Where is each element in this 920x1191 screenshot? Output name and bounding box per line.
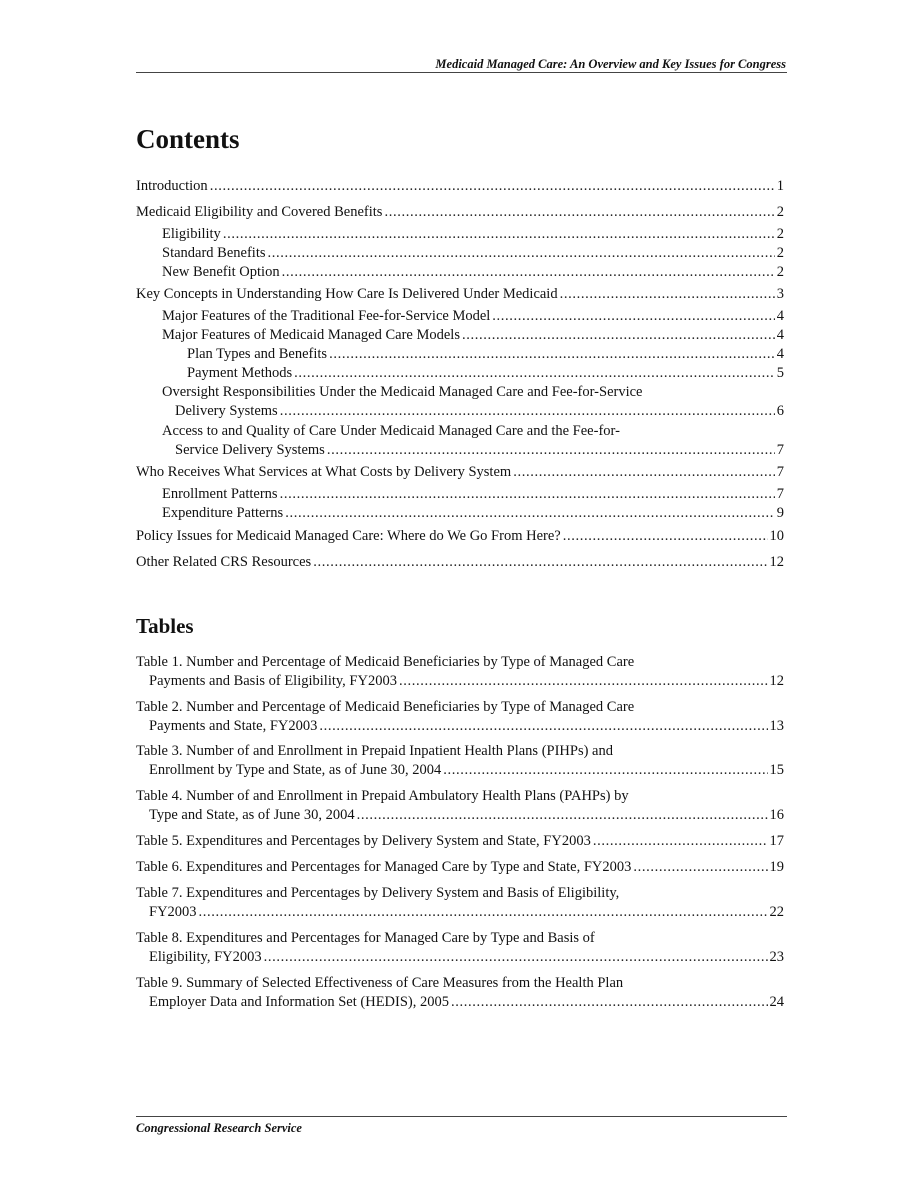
table-list-entry[interactable] (136, 884, 784, 922)
table-entry-title: Payments and Basis of Eligibility, FY2003 (149, 673, 397, 689)
toc-entry[interactable] (136, 285, 784, 304)
table-entry-title-line1: Table 9. Summary of Selected Effectiveness of Care Measures from the Health Plan (136, 975, 624, 991)
toc-entry[interactable] (162, 225, 784, 244)
toc-entry-page: 4 (776, 327, 784, 343)
toc-entry-page: 2 (776, 204, 784, 220)
table-entry-page: 15 (769, 762, 784, 778)
table-entry-title: FY2003 (149, 904, 197, 920)
table-list-entry[interactable] (136, 974, 784, 1012)
table-entry-page: 23 (769, 949, 784, 965)
toc-entry-title: New Benefit Option (162, 264, 280, 280)
table-list-entry[interactable] (136, 742, 784, 780)
toc-entry-page: 6 (776, 403, 784, 419)
toc-entry[interactable] (187, 364, 784, 383)
toc-entry-title: Delivery Systems (175, 403, 278, 419)
toc-entry-title: Enrollment Patterns (162, 486, 278, 502)
toc-entry-page: 4 (776, 308, 784, 324)
toc-entry-page: 4 (776, 346, 784, 362)
toc-entry-title: Expenditure Patterns (162, 505, 284, 521)
footer-text: Congressional Research Service (136, 1121, 302, 1135)
table-entry-page: 16 (769, 807, 784, 823)
table-list-entry[interactable] (136, 929, 784, 967)
toc-entry[interactable] (187, 345, 784, 364)
toc-entry[interactable] (136, 527, 784, 546)
toc-entry[interactable] (162, 263, 784, 282)
toc-entry-page: 7 (776, 464, 784, 480)
toc-entry-title: Policy Issues for Medicaid Managed Care: Where do We Go From Here? (136, 528, 561, 544)
toc-entry-title: Medicaid Eligibility and Covered Benefits (136, 204, 383, 220)
table-list-entry[interactable] (136, 653, 784, 691)
tables-heading: Tables (136, 614, 194, 638)
table-entry-title: Table 6. Expenditures and Percentages for Managed Care by Type and State, FY2003 (136, 859, 632, 875)
toc-entry[interactable] (136, 463, 784, 482)
toc-entry[interactable] (162, 485, 784, 504)
toc-entry-title: Service Delivery Systems (175, 442, 325, 458)
toc-entry-page: 1 (776, 178, 784, 194)
toc-entry-page: 2 (776, 245, 784, 261)
toc-entry[interactable] (162, 422, 784, 460)
toc-entry[interactable] (136, 203, 784, 222)
table-entry-title-line1: Table 2. Number and Percentage of Medicaid Beneficiaries by Type of Managed Care (136, 699, 635, 715)
toc-entry-title: Key Concepts in Understanding How Care Is Delivered Under Medicaid (136, 286, 558, 302)
contents-heading: Contents (136, 124, 240, 154)
toc-entry-title: Plan Types and Benefits (187, 346, 328, 362)
table-list-entry[interactable] (136, 858, 784, 877)
toc-entry[interactable] (162, 383, 784, 421)
toc-entry-title: Payment Methods (187, 365, 293, 381)
table-list-entry[interactable] (136, 698, 784, 736)
table-entry-title-line1: Table 7. Expenditures and Percentages by Delivery System and Basis of Eligibility, (136, 885, 620, 901)
table-entry-title-line1: Table 3. Number of and Enrollment in Prepaid Inpatient Health Plans (PIHPs) and (136, 743, 613, 759)
toc-entry-title-line1: Access to and Quality of Care Under Medicaid Managed Care and the Fee-for- (162, 423, 620, 439)
toc-entry[interactable] (162, 244, 784, 263)
toc-entry-page: 2 (776, 226, 784, 242)
table-list-entry[interactable] (136, 787, 784, 825)
toc-entry-page: 10 (769, 528, 784, 544)
table-entry-page: 19 (769, 859, 784, 875)
toc-entry-page: 5 (776, 365, 784, 381)
table-entry-page: 17 (769, 833, 784, 849)
toc-entry[interactable] (162, 307, 784, 326)
table-entry-title: Payments and State, FY2003 (149, 718, 318, 734)
table-entry-title: Table 5. Expenditures and Percentages by Delivery System and State, FY2003 (136, 833, 591, 849)
toc-entry-page: 7 (776, 486, 784, 502)
table-entry-title-line1: Table 4. Number of and Enrollment in Prepaid Ambulatory Health Plans (PAHPs) by (136, 788, 629, 804)
toc-entry-title: Other Related CRS Resources (136, 554, 312, 570)
table-entry-title-line1: Table 8. Expenditures and Percentages for Managed Care by Type and Basis of (136, 930, 595, 946)
table-entry-title: Employer Data and Information Set (HEDIS), 2005 (149, 994, 449, 1010)
table-entry-page: 12 (769, 673, 784, 689)
toc-entry-page: 9 (776, 505, 784, 521)
toc-entry-title: Major Features of Medicaid Managed Care Models (162, 327, 460, 343)
table-entry-page: 13 (769, 718, 784, 734)
toc-entry-title: Major Features of the Traditional Fee-for-Service Model (162, 308, 491, 324)
toc-entry-title: Eligibility (162, 226, 221, 242)
toc-entry-page: 3 (776, 286, 784, 302)
toc-entry-title: Introduction (136, 178, 208, 194)
footer-rule (136, 1116, 787, 1117)
toc-entry[interactable] (136, 553, 784, 572)
table-entry-title: Enrollment by Type and State, as of June 30, 2004 (149, 762, 442, 778)
header-rule (136, 72, 787, 73)
toc-entry-title-line1: Oversight Responsibilities Under the Medicaid Managed Care and Fee-for-Service (162, 384, 643, 400)
table-entry-title: Type and State, as of June 30, 2004 (149, 807, 355, 823)
toc-entry-title: Who Receives What Services at What Costs by Delivery System (136, 464, 512, 480)
table-list-entry[interactable] (136, 832, 784, 851)
toc-entry-page: 7 (776, 442, 784, 458)
table-entry-title: Eligibility, FY2003 (149, 949, 262, 965)
toc-entry[interactable] (136, 177, 784, 196)
toc-entry[interactable] (162, 326, 784, 345)
table-entry-page: 22 (769, 904, 784, 920)
toc-entry-page: 12 (769, 554, 784, 570)
toc-entry[interactable] (162, 504, 784, 523)
table-entry-title-line1: Table 1. Number and Percentage of Medicaid Beneficiaries by Type of Managed Care (136, 654, 635, 670)
toc-entry-title: Standard Benefits (162, 245, 266, 261)
table-entry-page: 24 (769, 994, 784, 1010)
running-header-title: Medicaid Managed Care: An Overview and Key Issues for Congress (435, 57, 786, 71)
toc-entry-page: 2 (776, 264, 784, 280)
